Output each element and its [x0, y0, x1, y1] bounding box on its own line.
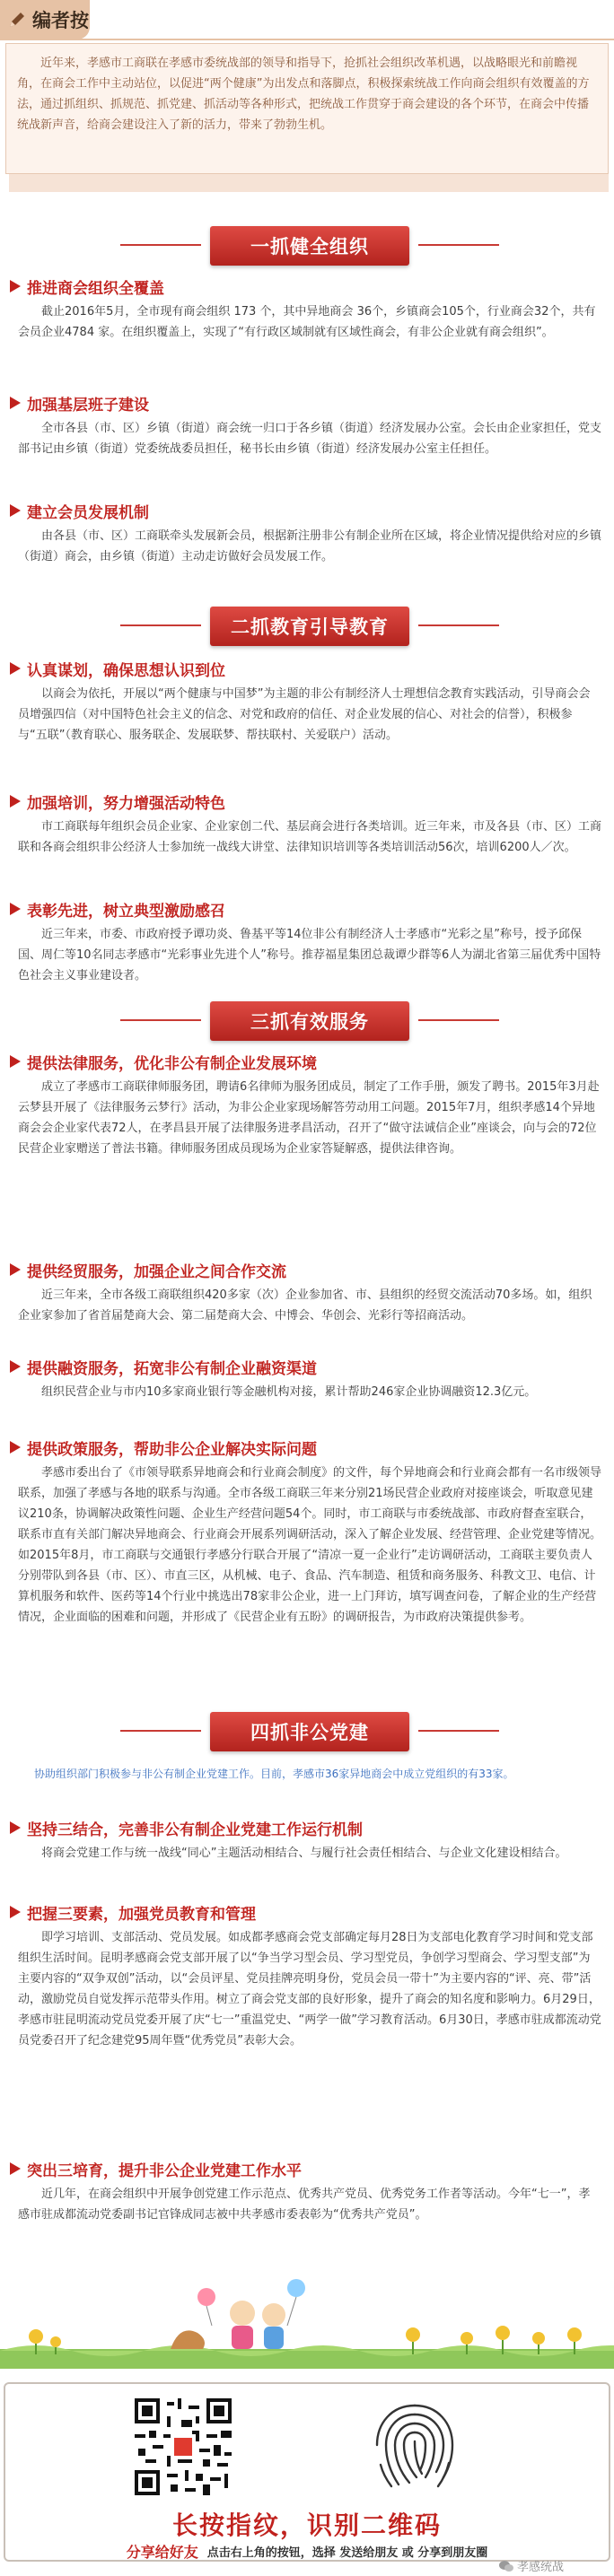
triangle-bullet-icon: [9, 1262, 22, 1277]
item-body: 由各县（市、区）工商联牵头发展新会员，根据新注册非公有制企业所在区域，将企业情况提供给对应的乡镇（街道）商会，由乡镇（街道）主动走访做好会员发展工作。: [18, 529, 602, 563]
section-1-item-3: [9, 499, 605, 567]
section-banner-2: 二抓教育引导教育: [210, 607, 409, 646]
item-body: 截止2016年5月，全市现有商会组织 173 个，其中异地商会 36个，乡镇商会105个，行业商会32个，共有会员企业4784 家。在组织覆盖上，实现了“有行政区域制就有区域性商会，有非公企业就有商会组织”。: [18, 305, 596, 339]
item-title: 把握三要素，加强党员教育和管理: [27, 1905, 256, 1924]
section-3-item-2: [9, 1258, 605, 1326]
item-title: 表彰先进，树立典型激励感召: [27, 902, 225, 921]
triangle-bullet-icon: [9, 1440, 22, 1454]
triangle-bullet-icon: [9, 1054, 22, 1069]
share-label: 分享给好友: [126, 2543, 198, 2561]
editor-note-text: 近年来，孝感市工商联在孝感市委统战部的领导和指导下，抢抓社会组织改革机遇，以战略眼光和前瞻视角，在商会工作中主动站位，以促进“两个健康”为出发点和落脚点，积极探索统战工作向商会组织有效覆盖的方法，通过抓组织、抓规范、抓党建、抓活动等各种形式，把统战工作贯穿于商会建设的各个环节，在商会中传播统战新声音，给商会建设注入了新的活力，带来了勃勃生机。: [5, 43, 609, 174]
section-banner-1: 一抓健全组织: [210, 226, 409, 266]
item-body: 全市各县（市、区）乡镇（街道）商会统一归口于各乡镇（街道）经济发展办公室。会长由企业家担任，党支部书记由乡镇（街道）党委统战委员担任，秘书长由乡镇（街道）经济发展办公室主任担任。: [18, 422, 602, 456]
section-1-item-2: [9, 391, 605, 459]
triangle-bullet-icon: [9, 279, 22, 293]
editor-note-tab: [0, 0, 90, 39]
item-body: 将商会党建工作与统一战线“同心”主题活动相结合、与履行社会责任相结合、与企业文化建设相结合。: [41, 1847, 567, 1860]
item-title: 坚持三结合，完善非公有制企业党建工作运行机制: [27, 1821, 363, 1839]
section-4-item-1: [9, 1816, 605, 1864]
qr-code-image[interactable]: [131, 2395, 235, 2499]
triangle-bullet-icon: [9, 1905, 22, 1919]
editor-note-label: 编者按: [32, 10, 89, 31]
wechat-icon: [499, 2560, 513, 2572]
item-title: 提供融资服务，拓宽非公有制企业融资渠道: [27, 1359, 317, 1378]
section-2-item-2: [9, 790, 605, 858]
item-title: 提供经贸服务，加强企业之间合作交流: [27, 1262, 286, 1281]
triangle-bullet-icon: [9, 503, 22, 518]
long-press-text: 长按指纹，识别二维码: [171, 2511, 442, 2540]
section-1-item-1: [9, 275, 605, 343]
watermark: [499, 2557, 564, 2574]
triangle-bullet-icon: [9, 2161, 22, 2176]
item-body: 组织民营企业与市内10多家商业银行等金融机构对接，累计帮助246家企业协调融资12.3亿元。: [41, 1385, 537, 1399]
item-body: 孝感市委出台了《市领导联系异地商会和行业商会制度》的文件，每个异地商会和行业商会都有一名市级领导联系，加强了孝感与各地的联系与沟通。全市各级工商联三年来分别21场民营企业政府对接座谈会，听取意见建议210条，协调解决政策性问题、企业生产经营问题54个。同时，市工商联与市委统战部、市政府督查室联合，联系市直有关部门解决异地商会、行业商会开展系列调研活动，深入了解企业发展、经营管理、企业党建等情况。如2015年8月，市工商联与交通银行孝感分行联合开展了“清凉一夏一企业行”走访调研活动，工商联主要负责人分别带队到各县（市、区）、市直三区，从机械、电子、食品、汽车制造、租赁和商务服务、科教文卫、电信、计算机服务和软件、医药等14个行业中挑选出78家非公企业，进一上门拜访，填写调查问卷，了解企业的生产经营情况，企业面临的困难和问题，并形成了《民营企业有五盼》的调研报告，为市政府决策提供参考。: [18, 1466, 602, 1624]
item-title: 推进商会组织全覆盖: [27, 279, 164, 298]
item-body: 近三年来，市委、市政府授予谭功炎、鲁基平等14位非公有制经济人士孝感市“光彩之星”称号，授予邱保国、周仁等10名同志孝感市“光彩事业先进个人”称号。推荐福星集团总裁谭少群等6人为湖北省第三届优秀中国特色社会主义事业建设者。: [18, 928, 601, 982]
party-building-note: 协助组织部门积极参与非公有制企业党建工作。目前，孝感市36家异地商会中成立党组织的有33家。: [34, 1768, 514, 1780]
watermark-text: 孝感统战: [517, 2561, 565, 2574]
item-body: 以商会为依托，开展以“两个健康与中国梦”为主题的非公有制经济人士理想信念教育实践活动，引导商会会员增强四信（对中国特色社会主义的信念、对党和政府的信任、对企业发展的信心、对社会的信誉），积极参与“五联”（教育联心、服务联企、发展联梦、帮扶联村、关爱联户）活动。: [18, 687, 591, 742]
divider: [0, 39, 614, 40]
triangle-bullet-icon: [9, 1359, 22, 1374]
pen-icon: [7, 10, 27, 30]
item-title: 加强基层班子建设: [27, 396, 149, 415]
section-3-item-1: [9, 1050, 605, 1159]
section-2-item-1: [9, 657, 605, 746]
section-3-item-4: [9, 1436, 605, 1628]
triangle-bullet-icon: [9, 794, 22, 808]
item-body: 即学习培训、支部活动、党员发展。如成都孝感商会党支部确定每月28日为支部电化教育学习时间和党支部组织生活时间。昆明孝感商会党支部开展了以“争当学习型会员、学习型党员，争创学习型商会、学习型支部”为主要内容的“双争双创”活动，以“会员评星、党员挂牌亮明身份，党员会员一带十”为主要内容的“评、亮、带”活动，激励党员自觉发挥示范带头作用。树立了商会党支部的良好形象，提升了商会的知名度和影响力。6月29日，孝感市驻昆明流动党员党委开展了庆“七一”重温党史、“两学一做”学习教育活动。6月30日，孝感市驻成都流动党员党委召开了纪念建党95周年暨“优秀党员”表彰大会。: [18, 1931, 601, 2048]
item-body: 近三年来，全市各级工商联组织420多家（次）企业参加省、市、县组织的经贸交流活动70多场。如，组织企业家参加了省首届楚商大会、第二届楚商大会、中博会、华创会、光彩行等招商活动。: [18, 1288, 592, 1323]
section-2-item-3: [9, 897, 605, 986]
editor-note-shadow: [9, 174, 609, 192]
section-4-item-2: [9, 1900, 605, 2051]
item-body: 近几年，在商会组织中开展争创党建工作示范点、优秀共产党员、优秀党务工作者等活动。今年“七一”，孝感市驻成都流动党委副书记官锋成同志被中共孝感市委表彰为“优秀共产党员”。: [18, 2187, 591, 2222]
section-3-item-3: [9, 1355, 605, 1402]
item-body: 市工商联每年组织会员企业家、企业家创二代、基层商会进行各类培训。近三年来，市及各县（市、区）工商联和各商会组织非公经济人士参加统一战线大讲堂、法律知识培训等各类培训活动56次，培训6200人／次。: [18, 820, 602, 854]
fingerprint-icon[interactable]: [361, 2393, 469, 2501]
garden-illustration: [0, 2261, 614, 2369]
item-title: 突出三培育，提升非公企业党建工作水平: [27, 2161, 302, 2180]
item-title: 建立会员发展机制: [27, 503, 149, 522]
triangle-bullet-icon: [9, 661, 22, 676]
triangle-bullet-icon: [9, 1821, 22, 1835]
section-4-item-3: [9, 2157, 605, 2225]
item-body: 成立了孝感市工商联律师服务团，聘请6名律师为服务团成员，制定了工作手册，颁发了聘书。2015年3月赴云梦县开展了《法律服务云梦行》活动，为非公企业家现场解答劳动用工问题。2015年7月，组织孝感14个异地商会会企业家代表72人，在孝昌县开展了法律服务进孝昌活动，召开了“做守法诚信企业”座谈会，向与会的72位民营企业家赠送了普法书籍。律师服务团成员现场为企业家答疑解惑，提供法律咨询。: [18, 1080, 600, 1156]
triangle-bullet-icon: [9, 396, 22, 410]
item-title: 提供法律服务，优化非公有制企业发展环境: [27, 1054, 317, 1073]
item-title: 提供政策服务，帮助非公企业解决实际问题: [27, 1440, 317, 1459]
section-banner-3: 三抓有效服务: [210, 1001, 409, 1041]
item-title: 认真谋划，确保思想认识到位: [27, 661, 225, 680]
qr-share-panel: [4, 2382, 610, 2562]
share-hint: 点击右上角的按钮，选择 发送给朋友 或 分享到朋友圈: [206, 2545, 488, 2560]
item-title: 加强培训，努力增强活动特色: [27, 794, 225, 813]
section-banner-4: 四抓非公党建: [210, 1712, 409, 1751]
triangle-bullet-icon: [9, 902, 22, 916]
